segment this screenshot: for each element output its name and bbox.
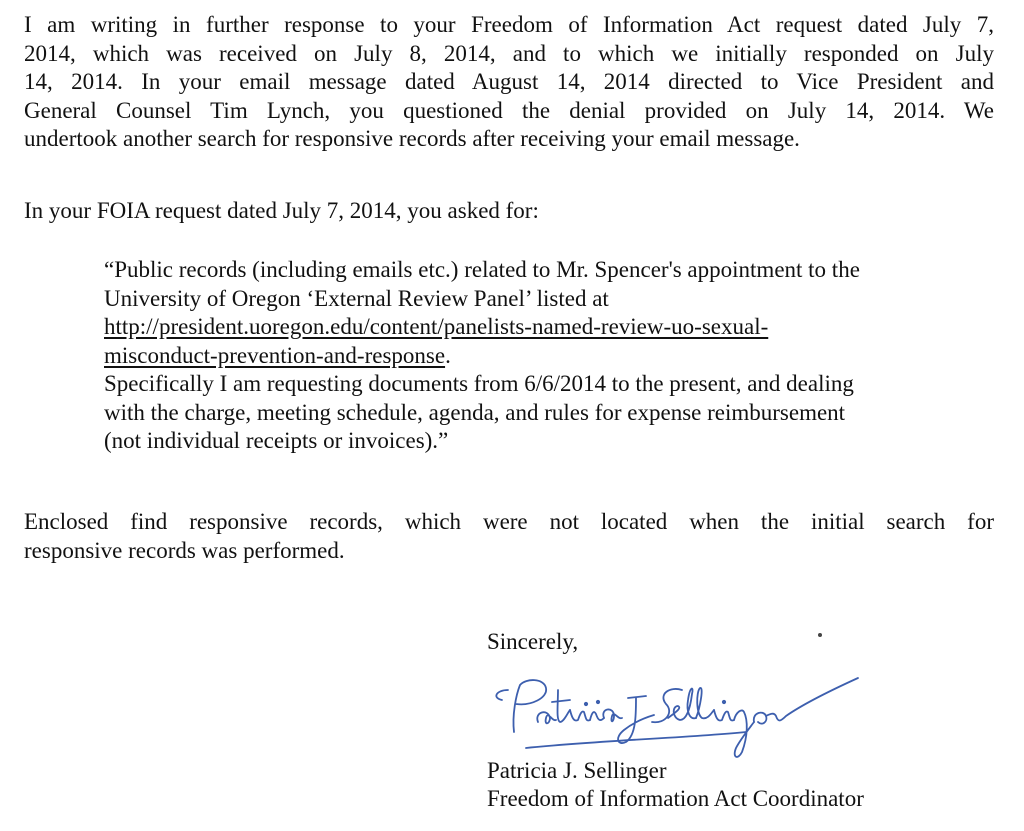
paragraph-enclosure bbox=[24, 508, 994, 565]
quote-link-line bbox=[104, 342, 984, 371]
paragraph-line: I am writing in further response to your Freedom of Information Act request dated July 7, bbox=[24, 12, 994, 37]
signer-name: Patricia J. Sellinger bbox=[487, 758, 667, 783]
paragraph-line: Enclosed find responsive records, which were not located when the initial search for bbox=[24, 509, 994, 534]
handwritten-signature bbox=[486, 660, 886, 770]
panelists-link-continued[interactable]: misconduct-prevention-and-response bbox=[104, 342, 446, 368]
panelists-link[interactable]: http://president.uoregon.edu/content/panelists-named-review-uo-sexual- bbox=[104, 314, 769, 339]
paragraph-line: responsive records was performed. bbox=[24, 537, 345, 563]
paragraph-request-intro: In your FOIA request dated July 7, 2014, you asked for: bbox=[24, 198, 539, 223]
paragraph-response-intro bbox=[24, 11, 994, 154]
closing-salutation: Sincerely, bbox=[487, 629, 579, 654]
quote-line: University of Oregon ‘External Review Panel’ listed at bbox=[104, 285, 609, 311]
link-period: . bbox=[445, 342, 451, 368]
quote-line: with the charge, meeting schedule, agenda, and rules for expense reimbursement bbox=[104, 399, 846, 425]
quote-line: Specifically I am requesting documents from 6/6/2014 to the present, and dealing bbox=[104, 371, 854, 396]
ink-speck bbox=[818, 633, 822, 637]
paragraph-line: 14, 2014. In your email message dated August 14, 2014 directed to Vice President and bbox=[24, 69, 994, 94]
quote-line: “Public records (including emails etc.) related to Mr. Spencer's appointment to the bbox=[104, 257, 860, 282]
paragraph-line: undertook another search for responsive records after receiving your email message. bbox=[24, 126, 800, 151]
signer-title: Freedom of Information Act Coordinator bbox=[487, 786, 864, 811]
quote-line: (not individual receipts or invoices).” bbox=[104, 428, 449, 453]
quote-link-line bbox=[104, 313, 984, 342]
paragraph-line: 2014, which was received on July 8, 2014, and to which we initially responded on July bbox=[24, 40, 994, 66]
quoted-foia-request bbox=[104, 256, 984, 456]
paragraph-line: General Counsel Tim Lynch, you questioned the denial provided on July 14, 2014. We bbox=[24, 97, 994, 123]
